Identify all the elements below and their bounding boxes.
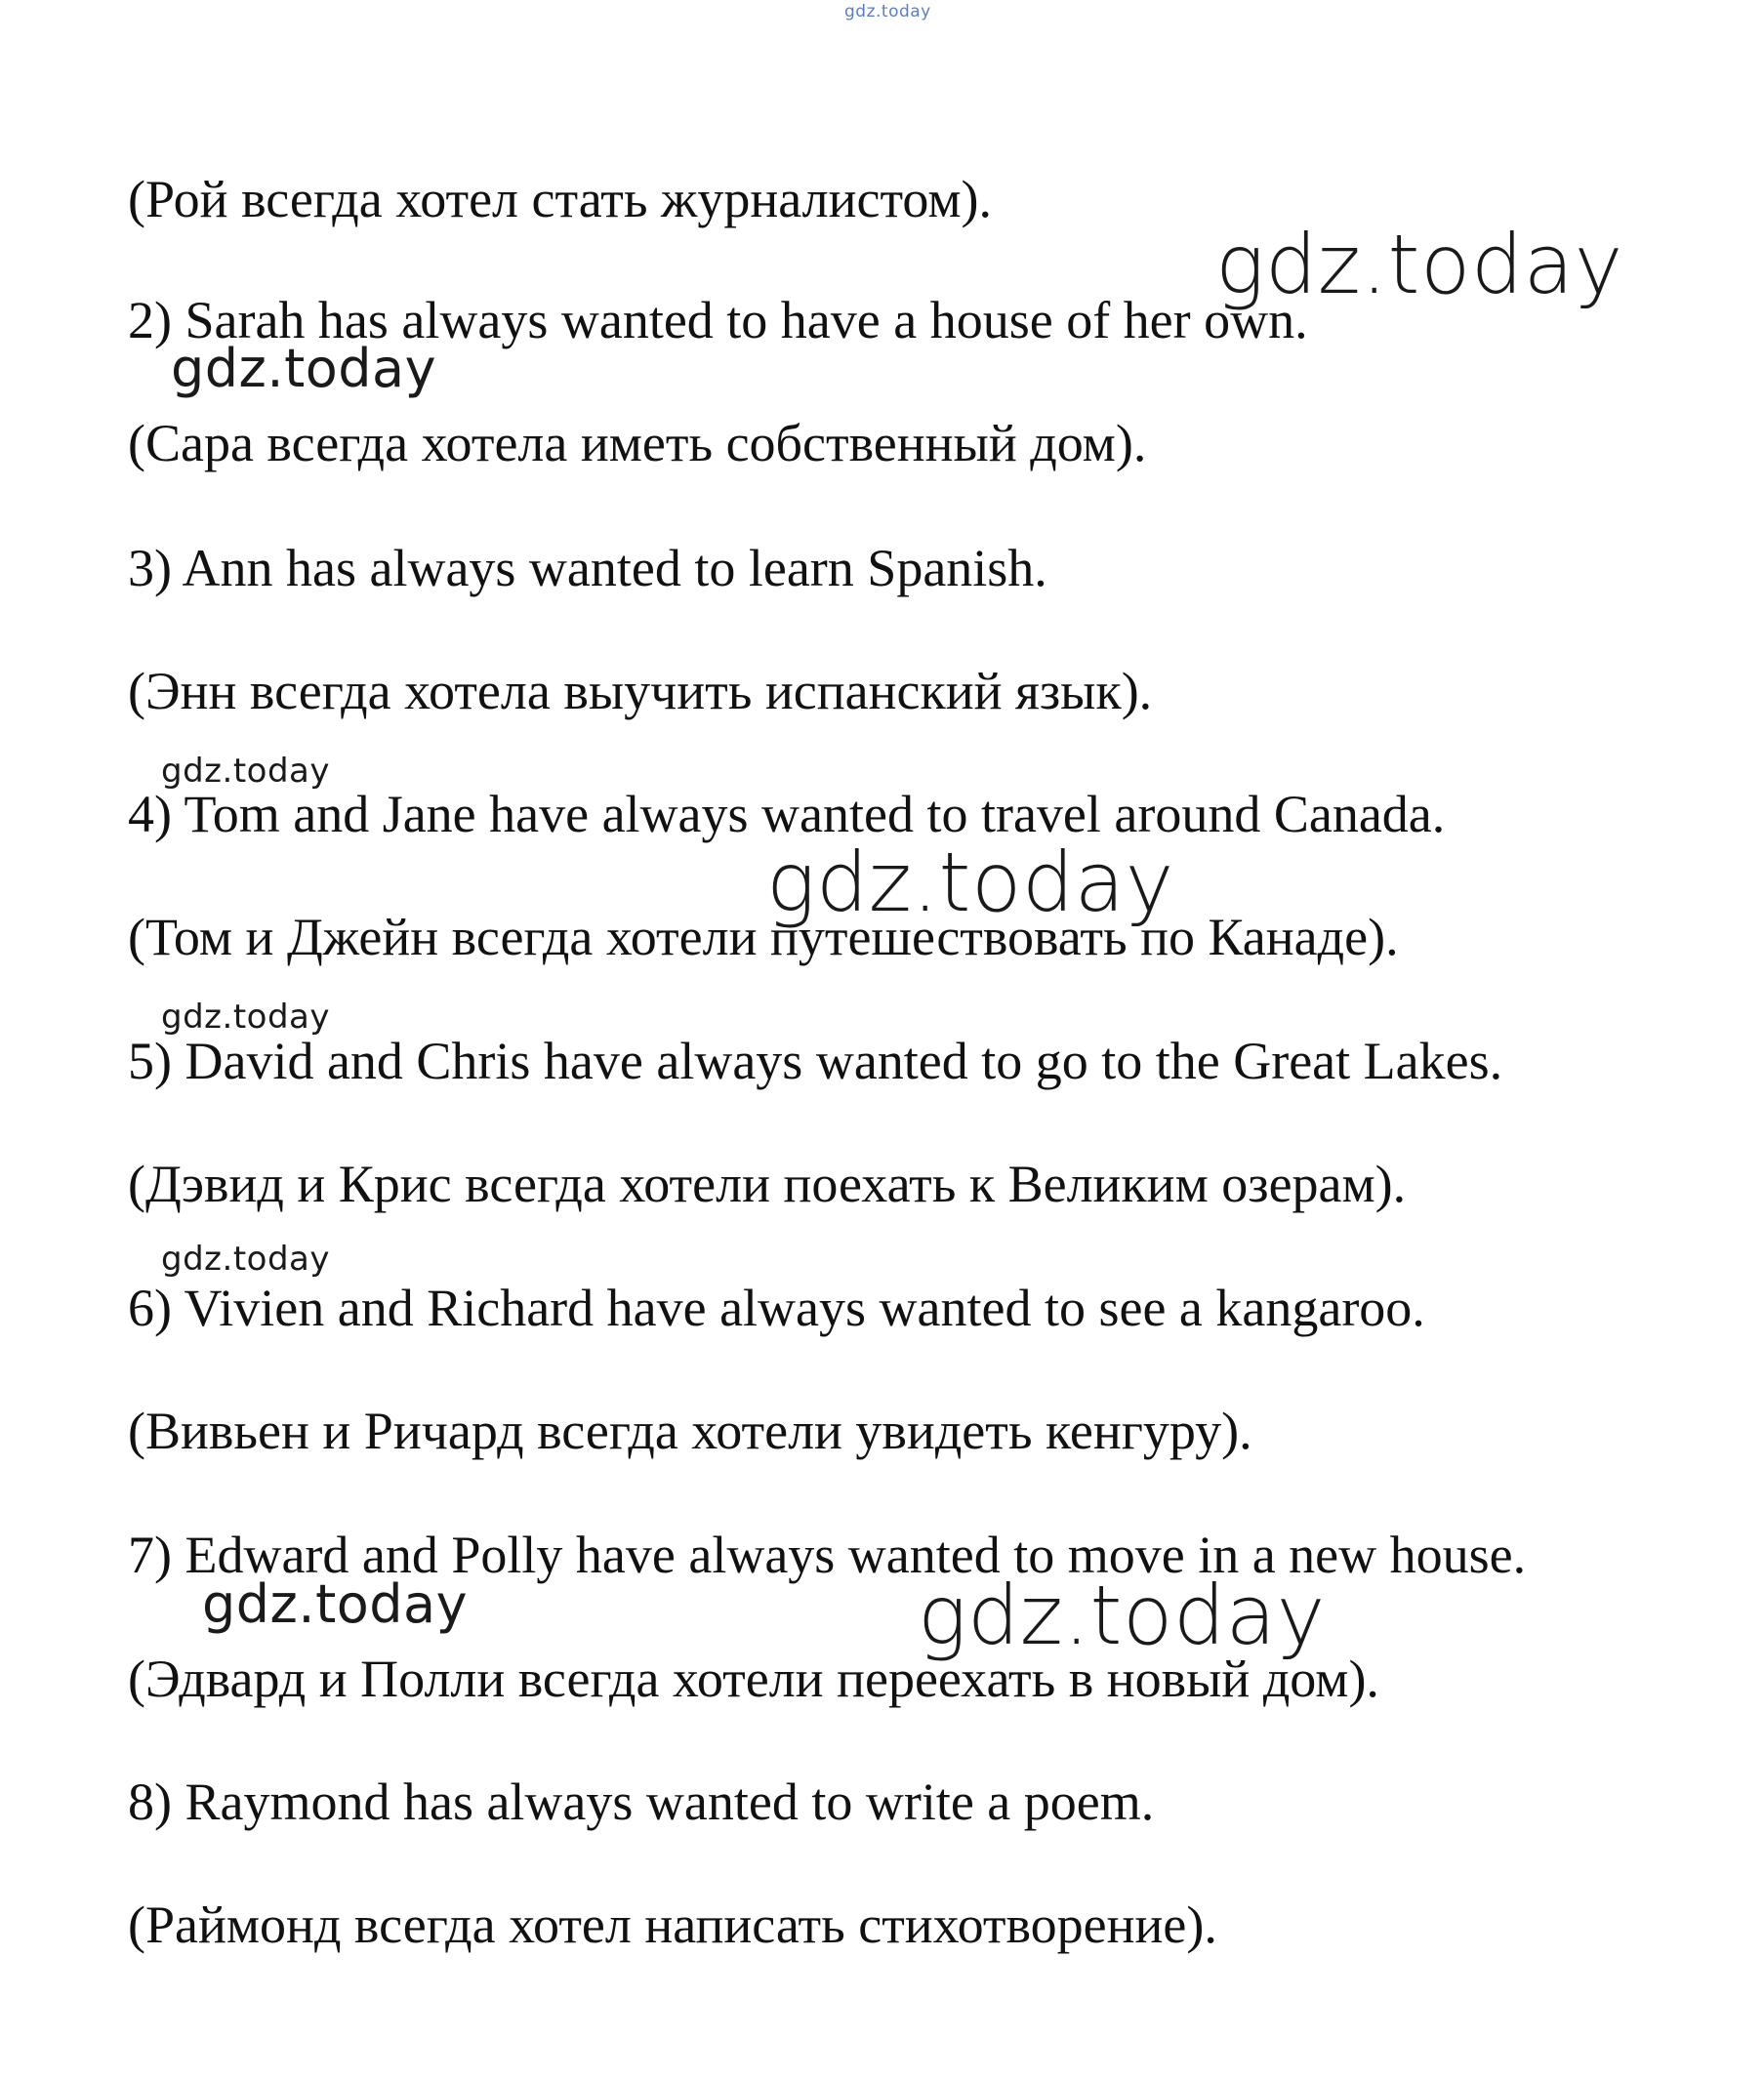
text-line-12: 7) Edward and Polly have always wanted to move in a new house. <box>128 1526 1527 1584</box>
text-line-7: (Том и Джейн всегда хотели путешествовать по Канаде). <box>128 908 1399 966</box>
watermark-large: gdz.today <box>918 1568 1326 1663</box>
text-line-4: 3) Ann has always wanted to learn Spanish. <box>128 539 1047 597</box>
text-line-11: (Вивьен и Ричард всегда хотели увидеть кенгуру). <box>128 1402 1252 1460</box>
text-line-13: (Эдвард и Полли всегда хотели переехать в новый дом). <box>128 1650 1379 1708</box>
text-line-1: (Рой всегда хотел стать журналистом). <box>128 170 992 228</box>
watermark-small: gdz.today <box>161 1240 330 1279</box>
watermark-small: gdz.today <box>161 998 330 1037</box>
text-line-9: (Дэвид и Крис всегда хотели поехать к Великим озерам). <box>128 1155 1407 1213</box>
watermark-medium: gdz.today <box>202 1573 469 1635</box>
text-line-5: (Энн всегда хотела выучить испанский язык). <box>128 662 1153 720</box>
text-line-8: 5) David and Chris have always wanted to go to the Great Lakes. <box>128 1032 1503 1090</box>
watermark-small: gdz.today <box>161 752 330 791</box>
text-line-10: 6) Vivien and Richard have always wanted to see a kangaroo. <box>128 1279 1425 1337</box>
text-line-14: 8) Raymond has always wanted to write a poem. <box>128 1773 1155 1831</box>
watermark-large: gdz.today <box>766 835 1174 930</box>
watermark-large: gdz.today <box>1215 217 1623 312</box>
text-line-3: (Сара всегда хотела иметь собственный дом). <box>128 414 1147 472</box>
text-line-6: 4) Tom and Jane have always wanted to travel around Canada. <box>128 785 1446 843</box>
watermark-header: gdz.today <box>844 2 931 21</box>
text-line-15: (Раймонд всегда хотел написать стихотворение). <box>128 1896 1217 1954</box>
watermark-medium: gdz.today <box>171 338 437 399</box>
text-line-2: 2) Sarah has always wanted to have a house of her own. <box>128 291 1308 349</box>
